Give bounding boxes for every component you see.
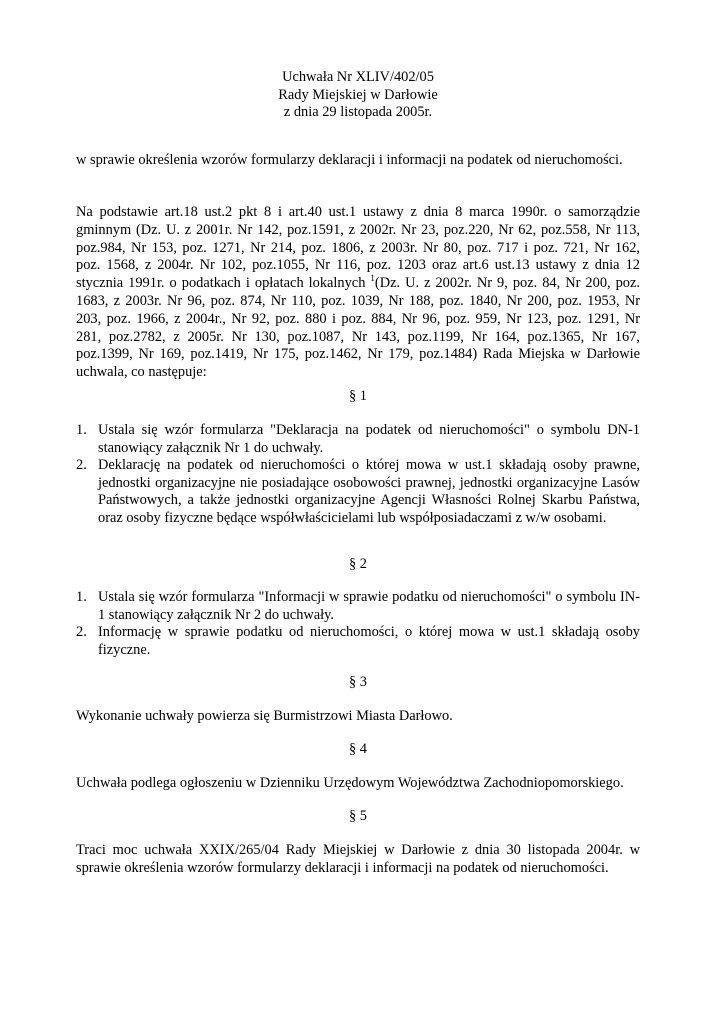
item-number: 2. bbox=[76, 624, 87, 641]
resolution-title: Uchwała Nr XLIV/402/05 bbox=[282, 69, 434, 85]
resolution-subject: w sprawie określenia wzorów formularzy deklaracji i informacji na podatek od nieruchomości. bbox=[76, 152, 623, 168]
section-2-symbol: § 2 bbox=[349, 556, 367, 572]
item-text: Deklarację na podatek od nieruchomości o której mowa w ust.1 składają osoby prawne, jednostki organizacyjne nie posiadające osobowości prawnej, jednostki organizacyjne Lasów Państwowych, a także jednostki organizacyjne Agencji Własności Rolnej Skarbu Państwa, oraz osoby fizyczne będące współwłaścicielami lub współposiadaczami z w/w osobami. bbox=[98, 457, 640, 526]
section-5-text: Traci moc uchwała XXIX/265/04 Rady Miejskiej w Darłowie z dnia 30 listopada 2004r. w sprawie określenia wzorów formularzy deklaracji i informacji na podatek od nieruchomości. bbox=[76, 842, 640, 876]
item-text: Ustala się wzór formularza "Informacji w sprawie podatku od nieruchomości" o symbolu IN-1 stanowiący załącznik Nr 2 do uchwały. bbox=[98, 589, 640, 623]
item-text: Ustala się wzór formularza "Deklaracja na podatek od nieruchomości" o symbolu DN-1 stanowiący załącznik Nr 1 do uchwały. bbox=[98, 422, 640, 456]
item-text: Informację w sprawie podatku od nieruchomości, o której mowa w ust.1 składają osoby fizyczne. bbox=[98, 624, 640, 658]
section-3-symbol: § 3 bbox=[349, 674, 367, 690]
list-item bbox=[76, 457, 640, 527]
preamble-line-part: stycznia 1991r. o podatkach i opłatach lokalnych bbox=[76, 275, 371, 292]
item-number: 1. bbox=[76, 589, 87, 605]
preamble bbox=[76, 204, 640, 382]
list-item bbox=[76, 422, 640, 457]
preamble-line: poz.1399, Nr 169, poz.1419, Nr 175, poz.1462, Nr 179, poz.1484) Rada Miejska w Darłowie bbox=[76, 346, 640, 363]
preamble-line-part: (Dz. U. z 2002r. Nr 9, poz. 84, Nr 200, poz. bbox=[374, 275, 640, 292]
item-number: 2. bbox=[76, 457, 87, 474]
resolution-issuer: Rady Miejskiej w Darłowie bbox=[278, 86, 438, 103]
section-2-list bbox=[76, 589, 640, 659]
section-4-symbol: § 4 bbox=[349, 741, 367, 757]
footnote-mark: 1 bbox=[370, 273, 375, 284]
list-item bbox=[76, 589, 640, 624]
resolution-header bbox=[76, 69, 640, 122]
list-item bbox=[76, 624, 640, 659]
section-3-text: Wykonanie uchwały powierza się Burmistrzowi Miasta Darłowo. bbox=[76, 708, 453, 724]
preamble-line: Na podstawie art.18 ust.2 pkt 8 i art.40 ust.1 ustawy z dnia 8 marca 1990r. o samorządzie bbox=[76, 204, 640, 220]
section-1-symbol: § 1 bbox=[349, 388, 367, 404]
preamble-line: uchwala, co następuje: bbox=[76, 364, 207, 381]
preamble-line-with-footnote bbox=[76, 275, 640, 293]
preamble-line: gminnym (Dz. U. z 2001r. Nr 142, poz.1591, z 2002r. Nr 23, poz.220, Nr 62, poz.558, Nr 113, bbox=[76, 221, 640, 238]
item-number: 1. bbox=[76, 422, 87, 438]
section-4-text: Uchwała podlega ogłoszeniu w Dzienniku Urzędowym Województwa Zachodniopomorskiego. bbox=[76, 775, 624, 791]
section-1-list bbox=[76, 422, 640, 528]
resolution-date: z dnia 29 listopada 2005r. bbox=[283, 104, 433, 120]
preamble-line: 1683, z 2003r. Nr 96, poz. 874, Nr 110, poz. 1039, Nr 188, poz. 1840, Nr 200, poz. 1953, Nr bbox=[76, 292, 640, 309]
preamble-line: 281, poz.2782, z 2005r. Nr 130, poz.1087, Nr 143, poz.1199, Nr 164, poz.1365, Nr 167, bbox=[76, 328, 640, 345]
preamble-line: 203, poz. 1966, z 2004r., Nr 92, poz. 880 i poz. 884, Nr 96, poz. 959, Nr 123, poz. 1291, Nr bbox=[76, 310, 640, 327]
preamble-line: poz.984, Nr 153, poz. 1271, Nr 214, poz. 1806, z 2003r. Nr 80, poz. 717 i poz. 721, Nr 162, bbox=[76, 239, 640, 256]
section-5-symbol: § 5 bbox=[349, 808, 367, 824]
preamble-line: poz. 1568, z 2004r. Nr 102, poz.1055, Nr 116, poz. 1203 oraz art.6 ust.13 ustawy z dnia 12 bbox=[76, 257, 640, 274]
